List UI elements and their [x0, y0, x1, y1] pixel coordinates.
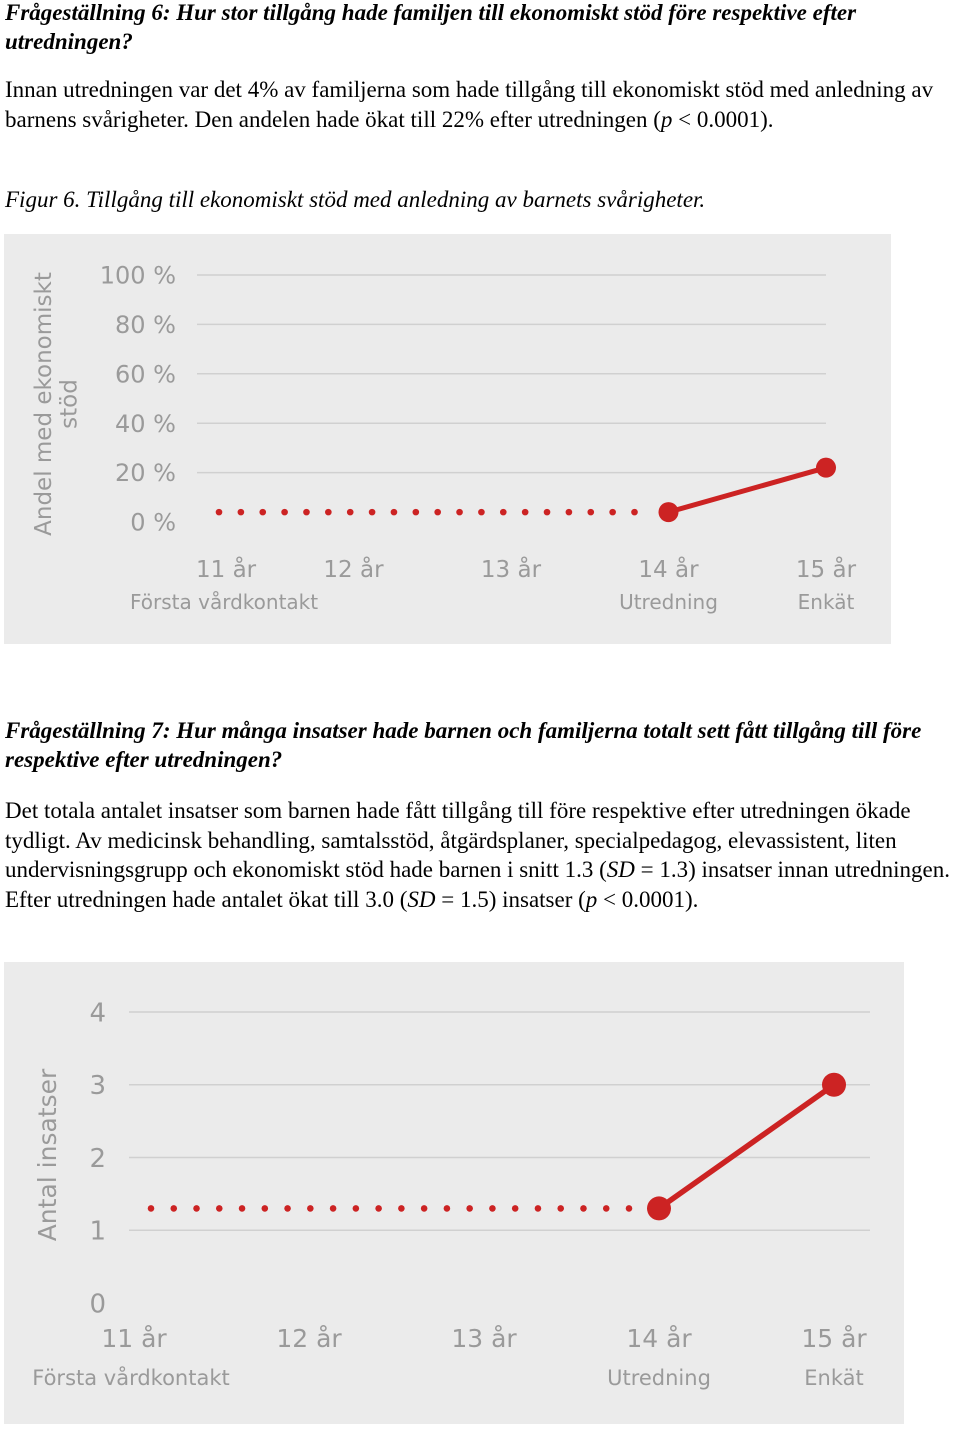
- dotted-point: [566, 509, 573, 516]
- dotted-point: [281, 509, 288, 516]
- dotted-point: [478, 509, 485, 516]
- p-symbol: p: [585, 886, 598, 912]
- question-7-text-d: < 0.0001).: [597, 886, 699, 912]
- dotted-point: [353, 1205, 360, 1212]
- question-6-text-a: Innan utredningen var det 4% av familjerna som hade tillgång till ekonomiskt stöd med anledning av barnens svårigheter. Den andelen hade ökat till 22% efter utredningen (: [5, 77, 934, 132]
- question-7-text-b: = 1.3) insatser innan utredningen. Efter utredningen hade antalet ökat till 3.0 (: [5, 857, 950, 912]
- dotted-point: [330, 1205, 337, 1212]
- chart-7-panel: [4, 962, 904, 1424]
- dotted-point: [307, 1205, 314, 1212]
- x-tick-label: 12 år: [276, 1324, 342, 1353]
- y-tick-label: 3: [89, 1071, 106, 1102]
- y-axis-label-line: Andel med ekonomiskt: [31, 272, 57, 536]
- dotted-point: [557, 1205, 564, 1212]
- x-tick-label: 15 år: [801, 1324, 867, 1353]
- sd-symbol: SD: [606, 857, 635, 882]
- dotted-point: [609, 509, 616, 516]
- x-tick-label: 15 år: [795, 557, 857, 583]
- x-sublabel: Enkät: [797, 590, 855, 614]
- y-axis-label: [31, 272, 82, 536]
- chart-6-svg: [4, 234, 891, 644]
- y-tick-label: 0: [89, 1289, 106, 1320]
- x-tick-label: 14 år: [626, 1324, 692, 1353]
- figure-6-text: Tillgång till ekonomiskt stöd med anledning av barnets svårigheter.: [80, 187, 706, 212]
- question-7-title: Frågeställning 7: Hur många insatser hade barnen och familjerna totalt sett fått tillgång till före respektive efter utredningen?: [5, 718, 922, 772]
- p-symbol: p: [660, 106, 673, 132]
- dotted-point: [216, 1205, 223, 1212]
- dotted-point: [391, 509, 398, 516]
- figure-6-caption: [5, 185, 705, 214]
- x-sublabel: Utredning: [607, 1366, 711, 1390]
- dotted-point: [456, 509, 463, 516]
- dotted-point: [238, 509, 245, 516]
- dotted-point: [421, 1205, 428, 1212]
- dotted-point: [262, 1205, 269, 1212]
- dotted-point: [626, 1205, 633, 1212]
- x-sublabel: Enkät: [804, 1366, 864, 1390]
- series-marker: [659, 502, 679, 522]
- dotted-point: [444, 1205, 451, 1212]
- x-sublabel: Första vårdkontakt: [130, 590, 319, 614]
- series-marker: [816, 458, 836, 478]
- dotted-point: [369, 509, 376, 516]
- dotted-point: [500, 509, 507, 516]
- x-tick-label: 14 år: [638, 557, 699, 583]
- series-marker: [822, 1073, 846, 1097]
- y-tick-label: 0 %: [130, 508, 176, 537]
- series-marker: [647, 1196, 671, 1220]
- question-7-text-c: = 1.5) insatser (: [435, 886, 586, 912]
- y-tick-label: 60 %: [115, 360, 176, 389]
- dotted-point: [535, 1205, 542, 1212]
- sd-symbol: SD: [407, 886, 436, 912]
- y-axis-label-line: stöd: [56, 379, 83, 429]
- dotted-point: [375, 1205, 382, 1212]
- dotted-point: [303, 509, 310, 516]
- dotted-point: [325, 509, 332, 516]
- dotted-point: [522, 509, 529, 516]
- dotted-point: [434, 509, 441, 516]
- y-axis-label-line: Antal insatser: [33, 1068, 62, 1242]
- figure-6-label: Figur 6.: [5, 187, 81, 212]
- dotted-point: [398, 1205, 405, 1212]
- dotted-point: [259, 509, 266, 516]
- dotted-point: [216, 509, 223, 516]
- y-tick-label: 20 %: [115, 459, 176, 488]
- question-6-title: Frågeställning 6: Hur stor tillgång hade familjen till ekonomiskt stöd före respektive efter utredningen?: [5, 0, 857, 54]
- x-tick-label: 12 år: [323, 557, 384, 583]
- dotted-point: [466, 1205, 473, 1212]
- series-line: [659, 1085, 834, 1209]
- dotted-point: [148, 1205, 155, 1212]
- x-tick-label: 11 år: [101, 1324, 167, 1353]
- x-tick-label: 11 år: [196, 557, 257, 583]
- chart-6-panel: [4, 234, 891, 644]
- dotted-point: [489, 1205, 496, 1212]
- dotted-point: [284, 1205, 291, 1212]
- dotted-point: [170, 1205, 177, 1212]
- x-tick-label: 13 år: [451, 1324, 517, 1353]
- dotted-point: [239, 1205, 246, 1212]
- question-6-text-b: < 0.0001).: [672, 106, 774, 132]
- question-7-text-a: Det totala antalet insatser som barnen hade fått tillgång till före respektive efter utredningen ökade tydligt. Av medicinsk behandling, samtalsstöd, åtgärdsplaner, specialpedagog, elevassistent, liten undervisningsgrupp och ekonomiskt stöd hade barnen i snitt 1.3 (: [5, 798, 911, 882]
- x-sublabel: Utredning: [619, 590, 718, 614]
- chart-7-svg: [4, 962, 904, 1424]
- y-tick-label: 1: [89, 1216, 106, 1247]
- dotted-point: [587, 509, 594, 516]
- question-7-paragraph: [5, 796, 960, 914]
- dotted-point: [631, 509, 638, 516]
- y-tick-label: 4: [89, 998, 106, 1029]
- x-sublabel: Första vårdkontakt: [32, 1366, 230, 1390]
- dotted-point: [603, 1205, 610, 1212]
- question-6-paragraph: [5, 75, 960, 134]
- dotted-point: [544, 509, 551, 516]
- y-tick-label: 40 %: [115, 409, 176, 438]
- series-line: [669, 468, 827, 512]
- y-axis-label: [33, 1068, 62, 1241]
- y-tick-label: 80 %: [115, 311, 176, 340]
- dotted-point: [512, 1205, 519, 1212]
- y-tick-label: 100 %: [99, 261, 176, 290]
- dotted-point: [347, 509, 354, 516]
- dotted-point: [580, 1205, 587, 1212]
- dotted-point: [413, 509, 420, 516]
- y-tick-label: 2: [89, 1143, 106, 1174]
- x-tick-label: 13 år: [480, 557, 542, 583]
- dotted-point: [193, 1205, 200, 1212]
